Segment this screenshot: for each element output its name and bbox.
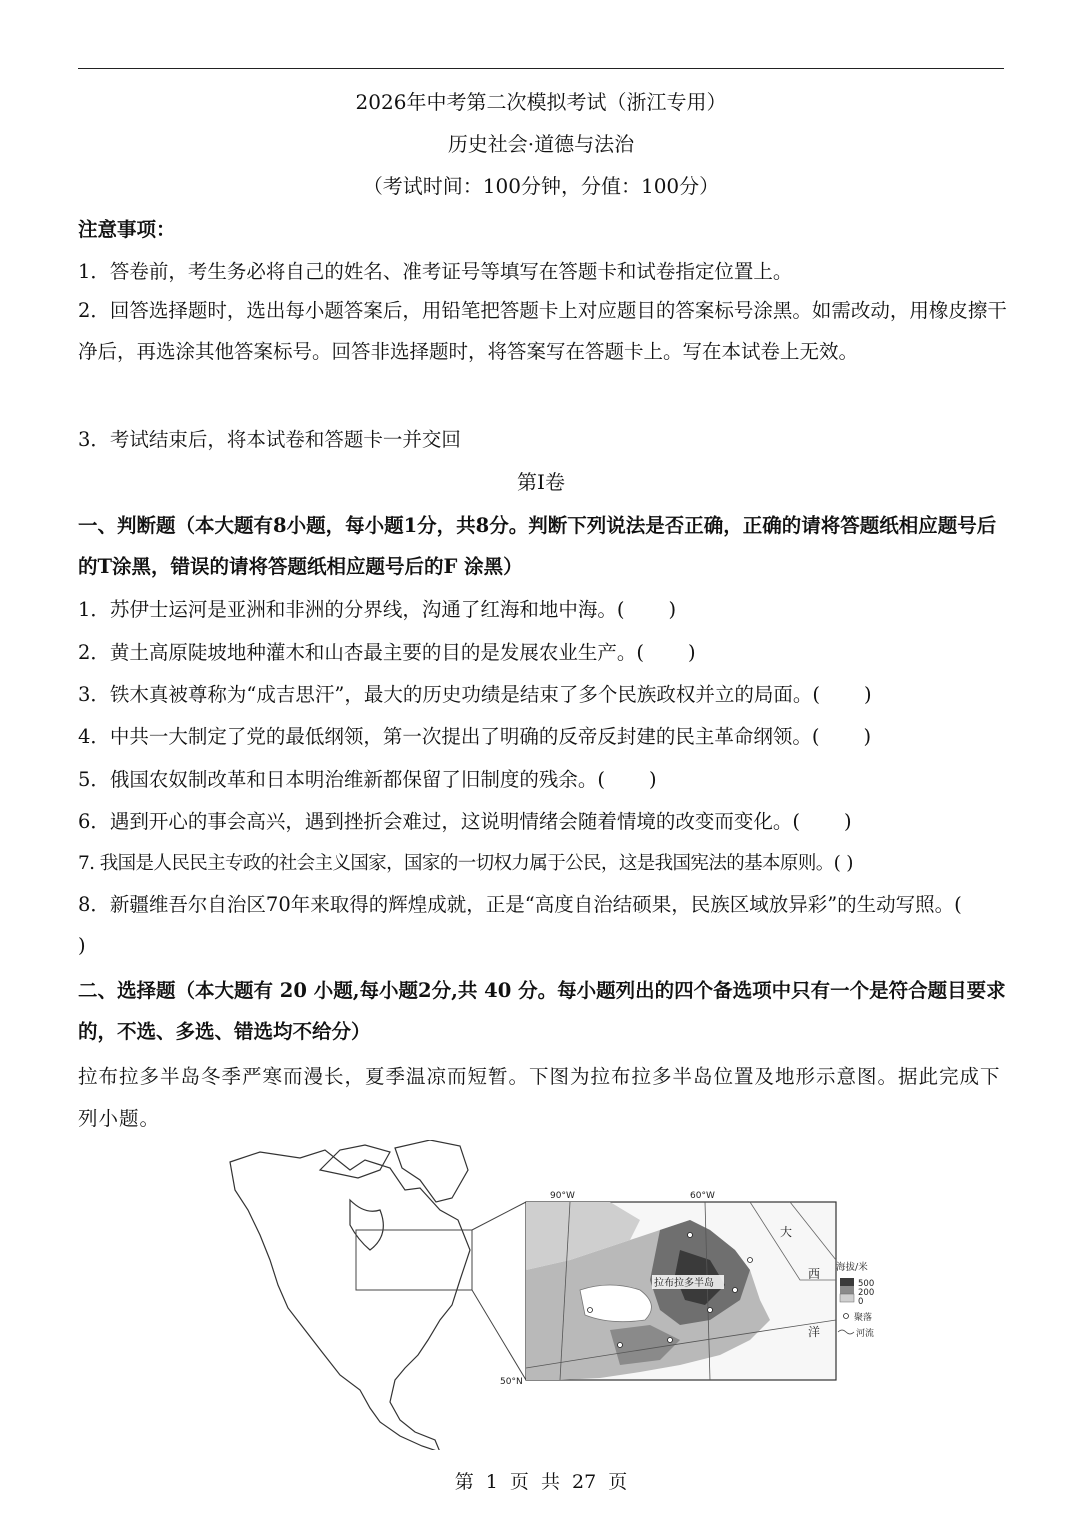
question-1: 1．苏伊士运河是亚洲和非洲的分界线，沟通了红海和地中海。( ) <box>78 598 677 621</box>
legend-200: 200 <box>858 1288 875 1298</box>
question-5: 5．俄国农奴制改革和日本明治维新都保留了旧制度的残余。( ) <box>78 768 657 791</box>
longitude-60w-label: 60°W <box>690 1191 715 1201</box>
leader-line-top <box>472 1202 526 1230</box>
river-symbol <box>838 1330 854 1334</box>
inset-locator-box <box>356 1230 472 1290</box>
question-4: 4．中共一大制定了党的最低纲领，第一次提出了明确的反帝反封建的民主革命纲领。( ) <box>78 725 872 748</box>
question-3: 3．铁木真被尊称为“成吉思汗”，最大的历史功绩是结束了多个民族政权并立的局面。( ) <box>78 683 872 706</box>
legend-settlement: 聚落 <box>854 1313 873 1323</box>
question-8: 8．新疆维吾尔自治区70年来取得的辉煌成就，正是“高度自治结硕果，民族区域放异彩”的生动写照。() <box>78 893 962 957</box>
section2-intro: 拉布拉多半岛冬季严寒而漫长，夏季温凉而短暂。下图为拉布拉多半岛位置及地形示意图。据此完成下列小题。 <box>78 1065 1001 1130</box>
top-rule <box>78 68 1004 69</box>
question-6: 6．遇到开心的事会高兴，遇到挫折会难过，这说明情绪会随着情境的改变而变化。( ) <box>78 810 852 833</box>
question-7: 7. 我国是人民民主专政的社会主义国家，国家的一切权力属于公民，这是我国宪法的基本原则。( ) <box>78 853 853 874</box>
exam-title: 2026年中考第二次模拟考试（浙江专用） <box>355 90 727 114</box>
settlement-symbol <box>844 1314 849 1319</box>
notice-item-3: 3．考试结束后，将本试卷和答题卡一并交回 <box>78 428 461 451</box>
question-2: 2．黄土高原陡坡地种灌木和山杏最主要的目的是发展农业生产。( ) <box>78 641 696 664</box>
ocean-label-2: 西 <box>808 1267 821 1281</box>
leader-line-bottom <box>472 1290 526 1380</box>
latitude-50n-label: 50°N <box>500 1377 523 1387</box>
exam-subject: 历史社会·道德与法治 <box>447 132 635 156</box>
ocean-label-1: 大 <box>780 1225 793 1239</box>
legend-title: 海拔/米 <box>836 1262 868 1273</box>
longitude-90w-label: 90°W <box>550 1191 575 1201</box>
legend-500: 500 <box>858 1279 875 1289</box>
labrador-map-figure <box>190 1140 890 1450</box>
notice-heading: 注意事项： <box>78 218 176 241</box>
notice-item-1: 1．答卷前，考生务必将自己的姓名、准考证号等填写在答题卡和试卷指定位置上。 <box>78 260 793 283</box>
volume-label: 第Ⅰ卷 <box>517 470 565 494</box>
notice-item-2: 2．回答选择题时，选出每小题答案后，用铅笔把答题卡上对应题目的答案标号涂黑。如需改动，用橡皮擦干净后，再选涂其他答案标号。回答非选择题时，将答案写在答题卡上。写在本试卷上无效。 <box>78 299 1007 363</box>
section1-heading: 一、判断题（本大题有8小题，每小题1分，共8分。判断下列说法是否正确，正确的请将答题纸相应题号后的T涂黑，错误的请将答题纸相应题号后的F 涂黑） <box>78 514 997 578</box>
legend-river: 河流 <box>856 1329 875 1339</box>
north-america-map <box>230 1140 470 1450</box>
ocean-label-3: 洋 <box>808 1325 821 1339</box>
labrador-detail-map <box>500 1191 836 1387</box>
exam-info: （考试时间：100分钟，分值：100分） <box>362 174 720 198</box>
section2-heading: 二、选择题（本大题有 20 小题,每小题2分,共 40 分。每小题列出的四个备选项中只有一个是符合题目要求的，不选、多选、错选均不给分） <box>78 979 1006 1043</box>
page-footer: 第 1 页 共 27 页 <box>454 1471 628 1493</box>
peninsula-label: 拉布拉多半岛 <box>654 1278 714 1289</box>
map-legend <box>836 1261 874 1339</box>
legend-0: 0 <box>858 1297 864 1307</box>
